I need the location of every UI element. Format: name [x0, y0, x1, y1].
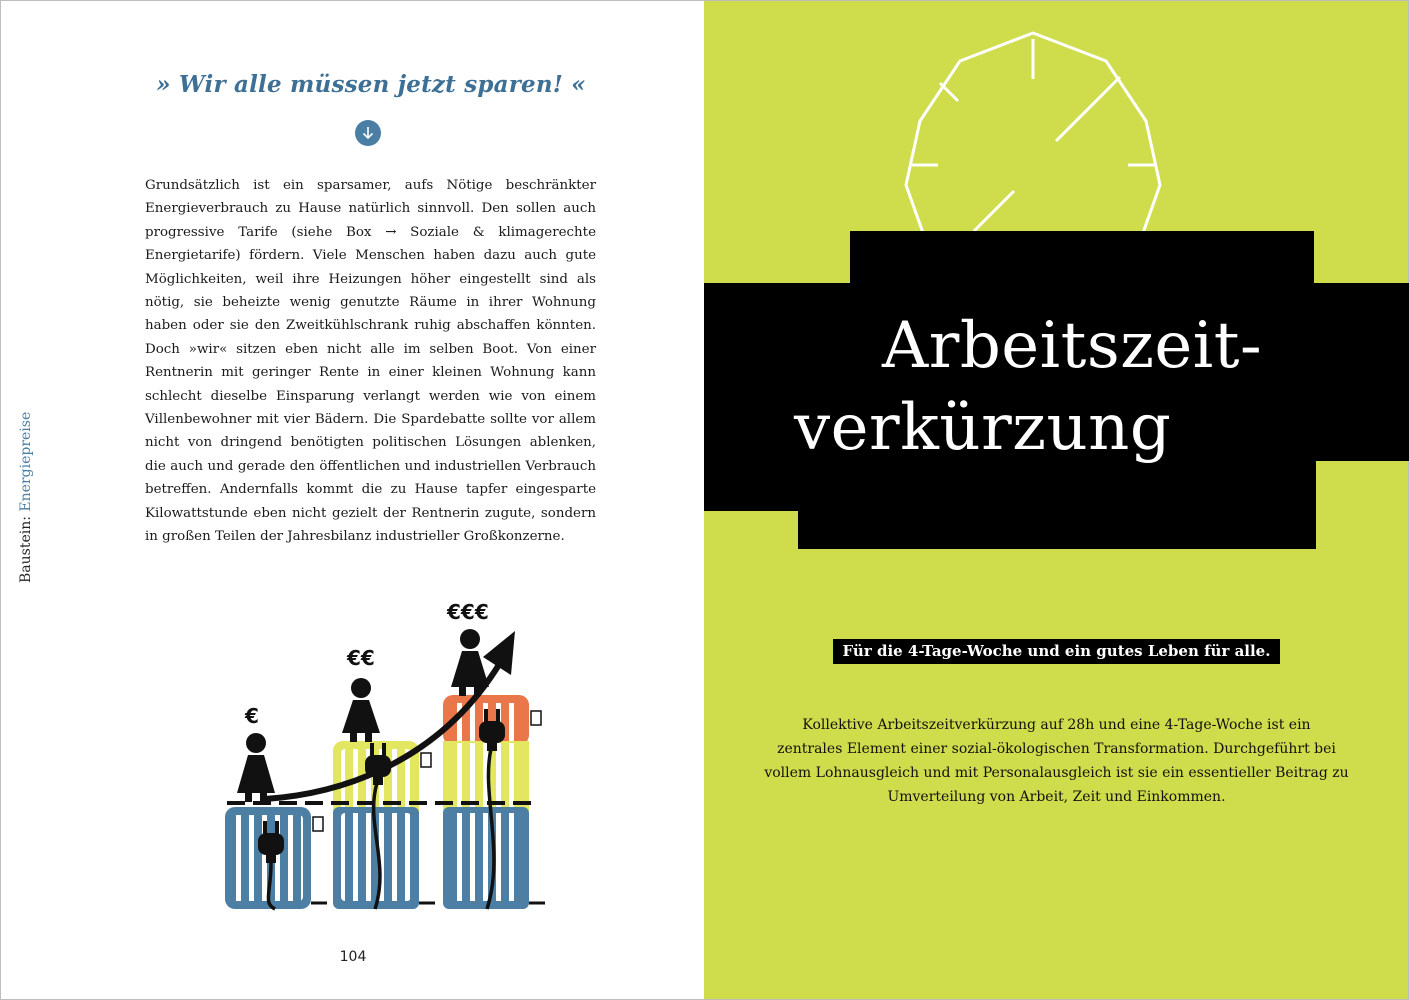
headline-line-1: Arbeitszeit-: [882, 309, 1263, 383]
person-icon: [237, 733, 275, 802]
intro-line: vollem Lohnausgleich und mit Personalausgleich ist sie ein essentieller Beitrag zu: [764, 765, 1349, 781]
intro-line: Kollektive Arbeitszeitverkürzung auf 28h und eine 4-Tage-Woche ist ein: [802, 717, 1311, 733]
running-head-section: Energiepreise: [18, 411, 34, 512]
running-head: [18, 412, 34, 583]
running-head-label: Baustein:: [18, 511, 34, 583]
chapter-headline: [794, 305, 1394, 469]
energy-price-illustration: [215, 593, 555, 915]
section-quote-title: » Wir alle müssen jetzt sparen! «: [156, 71, 586, 98]
intro-paragraph: [704, 713, 1409, 809]
right-page: [704, 0, 1409, 1000]
jump-down-button[interactable]: [355, 120, 381, 146]
price-label-mid: €€: [347, 646, 375, 670]
headline-line-2: verkürzung: [794, 391, 1172, 465]
price-label-low: €: [245, 704, 259, 728]
arrow-down-icon: [355, 120, 381, 146]
subtitle-wrap: [704, 639, 1409, 664]
body-paragraph: Grundsätzlich ist ein sparsamer, aufs Nötige beschränkter Energieverbrauch zu Hause natürlich sinnvoll. Den sollen auch progressive Tarife (siehe Box → Soziale & klimagerechte Energietarife) fördern. Viele Menschen haben dazu auch gute Möglichkeiten, weil ihre Heizungen höher eingestellt sind als nötig, sie beheizte wenig genutzte Räume in ihrer Wohnung haben oder sie den Zweitkühlschrank ruhig abschaffen könnten. Doch »wir« sitzen eben nicht alle im selben Boot. Von einer Rentnerin mit geringer Rente in einer kleinen Wohnung kann schlecht dieselbe Einsparung verlangt werden wie von einem Villenbewohner mit vier Bädern. Die Spardebatte sollte vor allem nicht von dringend benötigten politischen Lösungen ablenken, die auch und gerade den öffentlichen und industriellen Verbrauch betreffen. Andernfalls kommt die zu Hause tapfer eingesparte Kilowattstunde eben nicht gezielt der Rentnerin zugute, sondern in großen Teilen der Jahresbilanz industrieller Großkonzerne.: [145, 178, 596, 545]
left-page: [0, 0, 704, 1000]
intro-line: Umverteilung von Arbeit, Zeit und Einkommen.: [887, 789, 1226, 805]
chapter-subtitle: Für die 4-Tage-Woche und ein gutes Leben für alle.: [833, 639, 1281, 664]
price-label-high: €€€: [447, 600, 489, 624]
person-icon: [342, 678, 380, 742]
clock-icon: [888, 25, 1178, 245]
intro-line: zentrales Element einer sozial-ökologischen Transformation. Durchgeführt bei: [777, 741, 1336, 757]
page-number: 104: [339, 949, 367, 965]
